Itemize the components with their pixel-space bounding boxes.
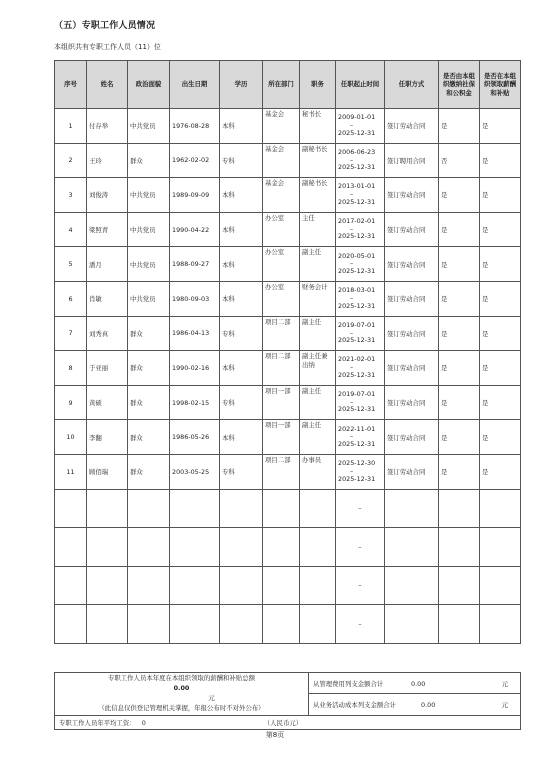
empty-row (55, 528, 521, 567)
table-row (55, 281, 521, 316)
term-start: 2021-02-01 (338, 355, 376, 364)
cell-salary: 是 (480, 454, 521, 489)
cell-salary: 是 (480, 420, 521, 455)
table-row (55, 178, 521, 213)
cell-department: 项目二部 (263, 316, 300, 351)
cell-name: 肖敏 (87, 281, 128, 316)
table-row (55, 109, 521, 144)
cell-appointment: 签订劳动合同 (385, 247, 439, 282)
cell-name: 刘秀真 (87, 316, 128, 351)
cell-index: 4 (55, 212, 87, 247)
empty-cell (128, 489, 170, 528)
term-start: 2013-01-01 (338, 182, 376, 191)
cell-politics: 群众 (128, 351, 170, 386)
cell-education: 本科 (220, 178, 263, 213)
term-sep: – (350, 120, 354, 129)
term-end: 2025-12-31 (338, 301, 376, 310)
empty-cell (480, 528, 521, 567)
salary-total-label: 专职工作人员本年度在本组织领取的薪酬和补贴总额 (108, 674, 255, 682)
cell-social-insurance: 是 (439, 281, 480, 316)
cell-department: 基金会 (263, 178, 300, 213)
term-start: 2018-03-01 (338, 286, 376, 295)
page-number: 第8页 (265, 731, 285, 739)
empty-cell (170, 566, 220, 605)
cell-term (336, 281, 385, 316)
cell-birth: 1962-02-02 (170, 143, 220, 178)
empty-cell (87, 566, 128, 605)
cell-politics: 群众 (128, 143, 170, 178)
cell-department: 基金会 (263, 143, 300, 178)
term-end: 2025-12-31 (338, 197, 376, 206)
empty-term-dash: – (336, 489, 385, 528)
salary-total-cell (55, 673, 309, 716)
table-row (55, 351, 521, 386)
cell-department: 项目一部 (263, 420, 300, 455)
cell-position: 副秘书长 (300, 143, 336, 178)
table-row (55, 143, 521, 178)
cell-appointment: 签订劳动合同 (385, 212, 439, 247)
mgmt-expense-unit: 元 (501, 679, 508, 688)
cell-position: 副主任 (300, 385, 336, 420)
cell-education: 本科 (220, 281, 263, 316)
cell-name: 付存举 (87, 109, 128, 144)
cell-social-insurance: 是 (439, 351, 480, 386)
cell-term (336, 247, 385, 282)
empty-cell (220, 528, 263, 567)
table-row (55, 316, 521, 351)
term-sep: – (350, 397, 354, 406)
empty-cell (128, 566, 170, 605)
cell-position: 副主任 (300, 420, 336, 455)
cell-department: 办公室 (263, 281, 300, 316)
term-start: 2020-05-01 (338, 251, 376, 260)
cell-education: 本科 (220, 420, 263, 455)
header-appointment: 任职方式 (385, 61, 439, 109)
term-start: 2019-07-01 (338, 320, 376, 329)
term-start: 2009-01-01 (338, 113, 376, 122)
salary-summary-table (54, 672, 521, 730)
term-sep: – (350, 328, 354, 337)
cell-position: 主任 (300, 212, 336, 247)
empty-cell (480, 489, 521, 528)
cell-politics: 群众 (128, 316, 170, 351)
cell-birth: 1998-02-15 (170, 385, 220, 420)
empty-cell (170, 605, 220, 644)
term-end: 2025-12-31 (338, 267, 376, 276)
empty-cell (480, 566, 521, 605)
empty-cell (480, 605, 521, 644)
empty-term-dash: – (336, 566, 385, 605)
term-start: 2025-12-30 (338, 459, 376, 468)
term-sep: – (350, 432, 354, 441)
salary-total-unit: 元 (208, 693, 215, 702)
count-value: 11 (138, 43, 147, 51)
cell-education: 本科 (220, 212, 263, 247)
cell-education: 本科 (220, 109, 263, 144)
cell-term (336, 212, 385, 247)
cell-social-insurance: 是 (439, 454, 480, 489)
cell-salary: 是 (480, 247, 521, 282)
staff-table (54, 60, 521, 644)
term-start: 2006-06-23 (338, 147, 376, 156)
biz-cost-value: 0.00 (421, 701, 436, 710)
cell-position: 副主任 (300, 247, 336, 282)
empty-cell (385, 605, 439, 644)
avg-salary-cell (55, 715, 521, 729)
cell-index: 3 (55, 178, 87, 213)
empty-cell (439, 605, 480, 644)
header-name: 姓名 (87, 61, 128, 109)
cell-social-insurance: 是 (439, 420, 480, 455)
cell-salary: 是 (480, 143, 521, 178)
cell-salary: 是 (480, 109, 521, 144)
staff-count-line (54, 42, 161, 52)
cell-birth: 1990-04-22 (170, 212, 220, 247)
empty-term-dash: – (336, 605, 385, 644)
header-index: 序号 (55, 61, 87, 109)
cell-name: 梁照青 (87, 212, 128, 247)
cell-name: 于亚丽 (87, 351, 128, 386)
header-position: 职务 (300, 61, 336, 109)
header-salary: 是否在本组织领取薪酬和补贴 (480, 61, 521, 109)
cell-birth: 2003-05-25 (170, 454, 220, 489)
cell-index: 5 (55, 247, 87, 282)
cell-name: 顾佰瑞 (87, 454, 128, 489)
term-start: 2019-07-01 (338, 390, 376, 399)
cell-index: 9 (55, 385, 87, 420)
cell-salary: 是 (480, 178, 521, 213)
cell-index: 6 (55, 281, 87, 316)
cell-social-insurance: 是 (439, 178, 480, 213)
cell-appointment: 签订劳动合同 (385, 281, 439, 316)
term-sep: – (350, 259, 354, 268)
cell-term (336, 454, 385, 489)
term-sep: – (350, 363, 354, 372)
cell-birth: 1986-04-13 (170, 316, 220, 351)
cell-term (336, 178, 385, 213)
empty-cell (439, 528, 480, 567)
mgmt-expense-label: 从管理费用列支金额合计 (313, 679, 384, 688)
cell-department: 基金会 (263, 109, 300, 144)
term-sep: – (350, 155, 354, 164)
cell-salary: 是 (480, 281, 521, 316)
cell-name: 潘月 (87, 247, 128, 282)
cell-education: 本科 (220, 351, 263, 386)
biz-cost-cell (309, 694, 521, 715)
term-sep: – (350, 190, 354, 199)
term-end: 2025-12-31 (338, 370, 376, 379)
cell-politics: 中共党员 (128, 281, 170, 316)
mgmt-expense-value: 0.00 (411, 679, 426, 688)
mgmt-expense-cell (309, 673, 521, 694)
cell-name: 黄硕 (87, 385, 128, 420)
cell-index: 2 (55, 143, 87, 178)
cell-salary: 是 (480, 316, 521, 351)
cell-birth: 1990-02-16 (170, 351, 220, 386)
empty-cell (220, 489, 263, 528)
empty-cell (220, 605, 263, 644)
cell-index: 10 (55, 420, 87, 455)
cell-department: 项目二部 (263, 454, 300, 489)
cell-department: 办公室 (263, 247, 300, 282)
empty-term-dash: – (336, 528, 385, 567)
term-end: 2025-12-31 (338, 128, 376, 137)
cell-appointment: 签订劳动合同 (385, 420, 439, 455)
table-row (55, 454, 521, 489)
cell-salary: 是 (480, 385, 521, 420)
cell-department: 项目一部 (263, 385, 300, 420)
cell-social-insurance: 否 (439, 143, 480, 178)
cell-social-insurance: 是 (439, 109, 480, 144)
cell-education: 专科 (220, 316, 263, 351)
empty-cell (385, 566, 439, 605)
cell-politics: 群众 (128, 454, 170, 489)
table-row (55, 212, 521, 247)
cell-birth: 1989-09-09 (170, 178, 220, 213)
empty-cell (128, 528, 170, 567)
cell-social-insurance: 是 (439, 247, 480, 282)
cell-appointment: 签订劳动合同 (385, 385, 439, 420)
term-sep: – (350, 293, 354, 302)
cell-position: 副主任 (300, 316, 336, 351)
avg-salary-unit: （人民币元） (263, 718, 303, 727)
empty-cell (439, 566, 480, 605)
cell-appointment: 签订劳动合同 (385, 454, 439, 489)
cell-social-insurance: 是 (439, 212, 480, 247)
cell-index: 11 (55, 454, 87, 489)
cell-education: 本科 (220, 247, 263, 282)
table-row (55, 385, 521, 420)
term-end: 2025-12-31 (338, 439, 376, 448)
cell-politics: 中共党员 (128, 178, 170, 213)
cell-appointment: 签订劳动合同 (385, 109, 439, 144)
cell-appointment: 签订劳动合同 (385, 316, 439, 351)
cell-position: 办事员 (300, 454, 336, 489)
empty-cell (263, 489, 300, 528)
header-education: 学历 (220, 61, 263, 109)
term-start: 2022-11-01 (338, 424, 376, 433)
header-department: 所在部门 (263, 61, 300, 109)
empty-cell (300, 605, 336, 644)
empty-cell (300, 566, 336, 605)
cell-salary: 是 (480, 351, 521, 386)
count-prefix: 本组织共有专职工作人员（ (54, 43, 138, 51)
empty-cell (300, 528, 336, 567)
header-social-insurance: 是否由本组织缴纳社保和公积金 (439, 61, 480, 109)
empty-cell (128, 605, 170, 644)
cell-position: 副主任兼出纳 (300, 351, 336, 386)
cell-index: 8 (55, 351, 87, 386)
cell-term (336, 143, 385, 178)
term-end: 2025-12-31 (338, 405, 376, 414)
cell-term (336, 109, 385, 144)
term-end: 2025-12-31 (338, 163, 376, 172)
empty-cell (220, 566, 263, 605)
empty-cell (439, 489, 480, 528)
empty-cell (385, 489, 439, 528)
cell-position: 副秘书长 (300, 178, 336, 213)
cell-politics: 群众 (128, 385, 170, 420)
term-start: 2017-02-01 (338, 217, 376, 226)
empty-row (55, 566, 521, 605)
term-end: 2025-12-31 (338, 474, 376, 483)
header-birth: 出生日期 (170, 61, 220, 109)
cell-politics: 群众 (128, 420, 170, 455)
empty-cell (87, 489, 128, 528)
cell-term (336, 420, 385, 455)
empty-cell (385, 528, 439, 567)
cell-index: 7 (55, 316, 87, 351)
cell-position: 财务会计 (300, 281, 336, 316)
avg-salary-value: 0 (141, 718, 146, 727)
cell-birth: 1976-08-28 (170, 109, 220, 144)
cell-education: 专科 (220, 143, 263, 178)
empty-cell (170, 528, 220, 567)
empty-cell (87, 528, 128, 567)
cell-appointment: 签订劳动合同 (385, 351, 439, 386)
cell-department: 办公室 (263, 212, 300, 247)
section-title: （五）专职工作人员情况 (54, 21, 156, 31)
cell-term (336, 316, 385, 351)
empty-cell (263, 605, 300, 644)
cell-education: 专科 (220, 385, 263, 420)
cell-birth: 1988-09-27 (170, 247, 220, 282)
cell-index: 1 (55, 109, 87, 144)
cell-social-insurance: 是 (439, 385, 480, 420)
term-sep: – (350, 466, 354, 475)
cell-birth: 1986-05-26 (170, 420, 220, 455)
empty-cell (55, 489, 87, 528)
empty-row (55, 605, 521, 644)
table-row (55, 420, 521, 455)
empty-cell (55, 605, 87, 644)
cell-social-insurance: 是 (439, 316, 480, 351)
biz-cost-unit: 元 (501, 701, 508, 710)
cell-appointment: 签订劳动合同 (385, 178, 439, 213)
table-header-row (55, 61, 521, 109)
empty-cell (55, 528, 87, 567)
salary-disclaimer: （此信息仅供登记管理机关掌握，年报公布时不对外公布） (98, 703, 265, 712)
term-end: 2025-12-31 (338, 336, 376, 345)
table-row (55, 247, 521, 282)
cell-name: 王玲 (87, 143, 128, 178)
biz-cost-label: 从业务活动成本列支金额合计 (313, 701, 397, 710)
cell-education: 专科 (220, 454, 263, 489)
cell-term (336, 385, 385, 420)
empty-row (55, 489, 521, 528)
empty-cell (87, 605, 128, 644)
empty-cell (55, 566, 87, 605)
cell-appointment: 签订聘用合同 (385, 143, 439, 178)
empty-cell (170, 489, 220, 528)
salary-total-value: 0.00 (173, 683, 190, 692)
cell-birth: 1980-09-03 (170, 281, 220, 316)
cell-position: 秘书长 (300, 109, 336, 144)
empty-cell (263, 528, 300, 567)
term-end: 2025-12-31 (338, 232, 376, 241)
cell-politics: 中共党员 (128, 212, 170, 247)
count-suffix: ）位 (146, 43, 161, 51)
avg-salary-label: 专职工作人员年平均工资： (59, 718, 136, 727)
term-sep: – (350, 224, 354, 233)
cell-politics: 中共党员 (128, 247, 170, 282)
cell-politics: 中共党员 (128, 109, 170, 144)
empty-cell (263, 566, 300, 605)
empty-cell (300, 489, 336, 528)
cell-department: 项目二部 (263, 351, 300, 386)
cell-salary: 是 (480, 212, 521, 247)
cell-name: 李翻 (87, 420, 128, 455)
cell-term (336, 351, 385, 386)
header-politics: 政治面貌 (128, 61, 170, 109)
cell-name: 刘俊涛 (87, 178, 128, 213)
header-term: 任职起止时间 (336, 61, 385, 109)
